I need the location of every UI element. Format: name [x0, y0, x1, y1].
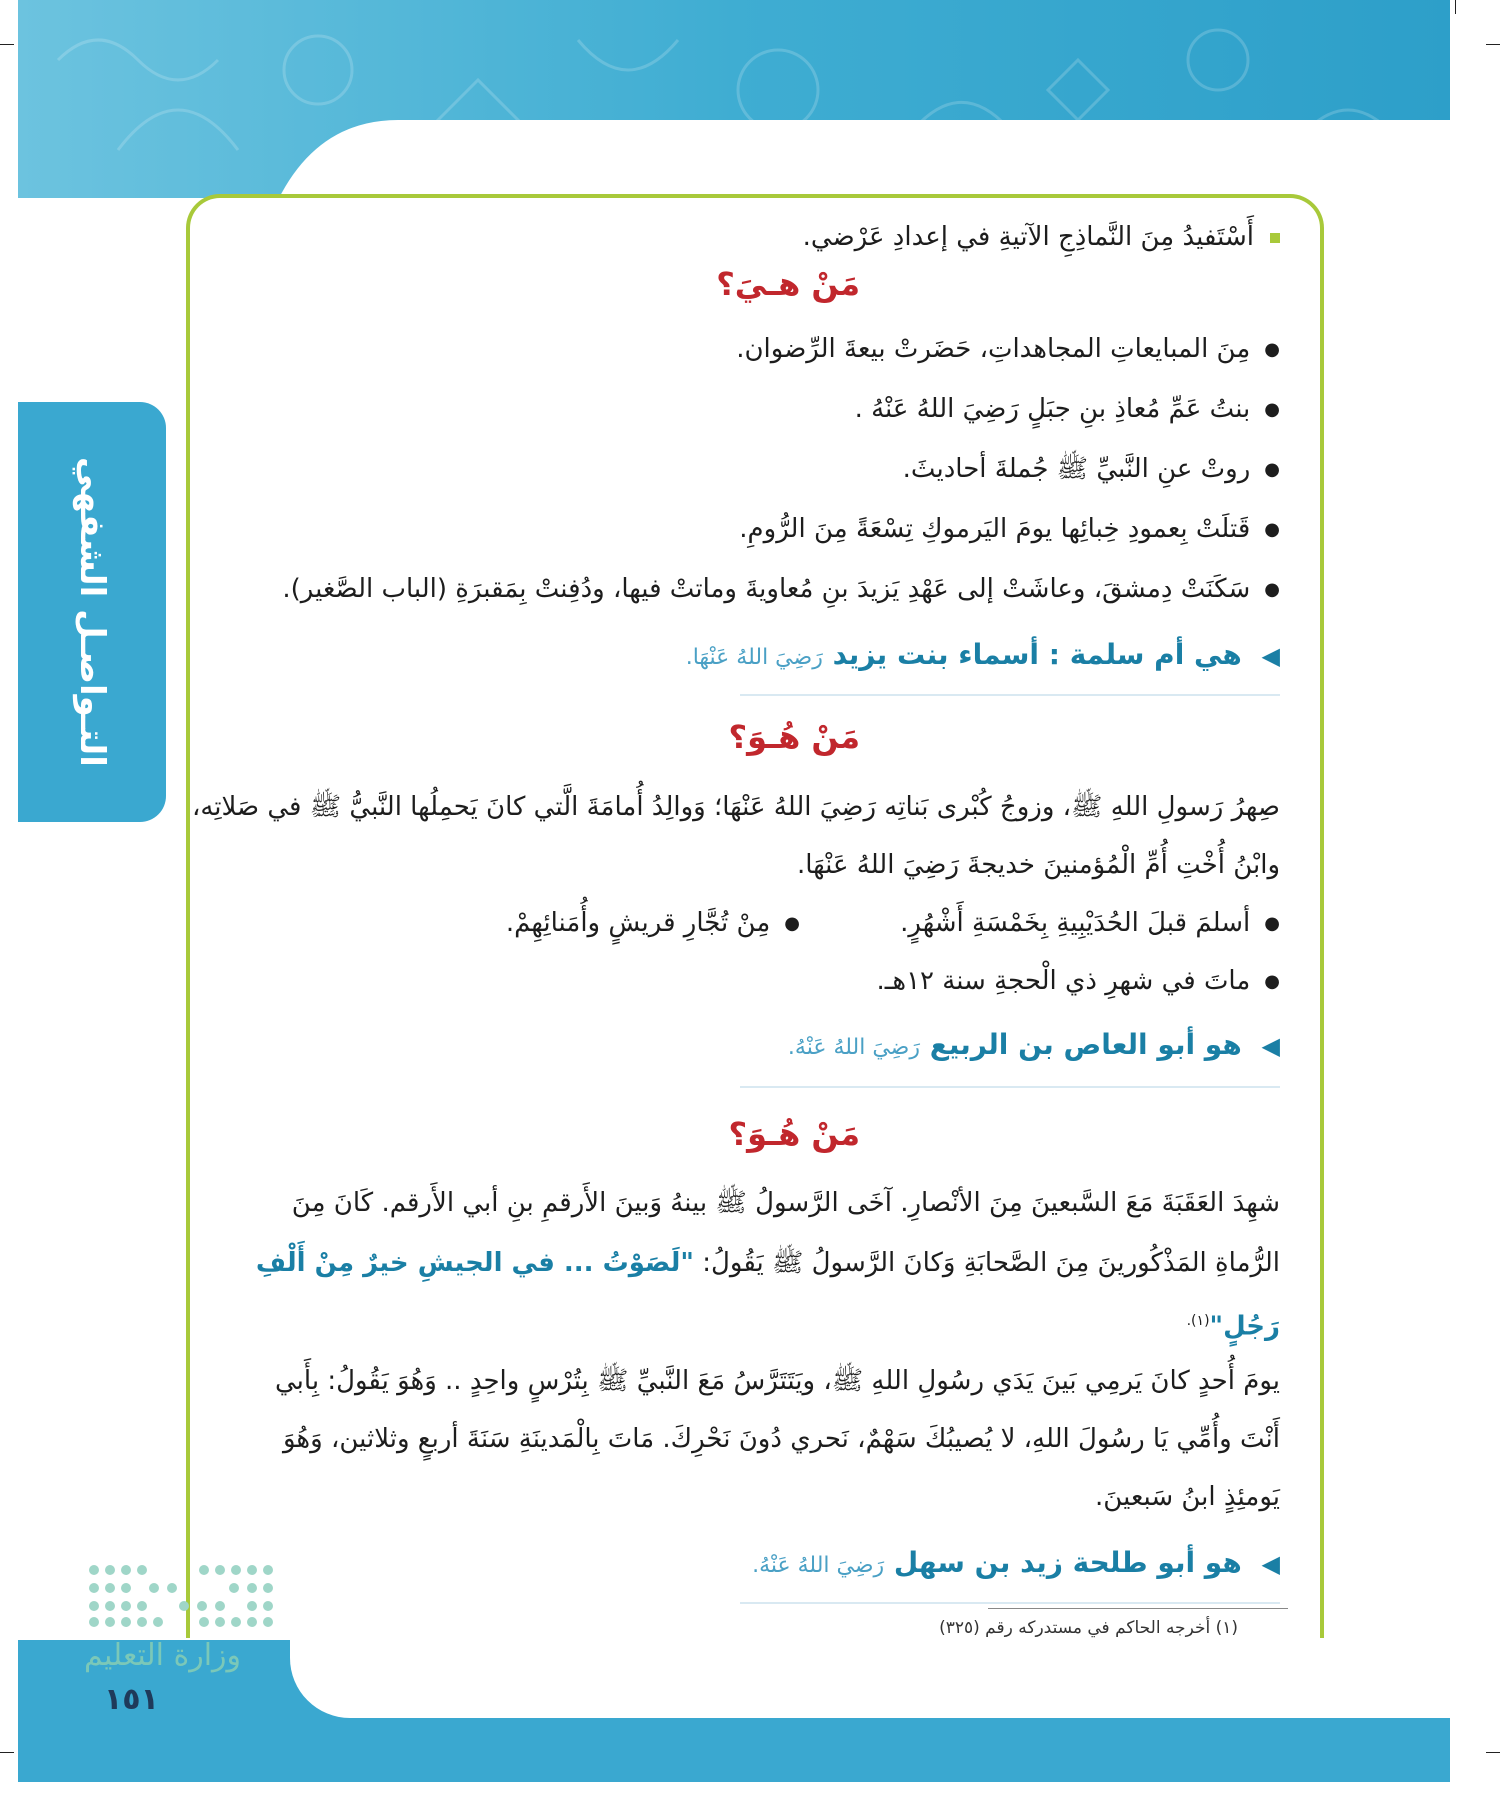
list-item: ● أسلمَ قبلَ الحُدَيْبِيةِ بِخَمْسَةِ أَشْهُرٍ.: [900, 906, 1280, 941]
list-item: ● مِنَ المبايعاتِ المجاهداتِ، حَضَرتْ بيعةَ الرِّضوان.: [736, 332, 1280, 367]
footnote-ref: (١).: [1186, 1313, 1210, 1329]
section2-heading: مَنْ هُـوَ؟: [728, 718, 860, 756]
hadith-quote: رَجُلٍ": [1209, 1311, 1280, 1342]
crop-mark: [1486, 44, 1500, 45]
divider: [740, 1602, 1280, 1604]
crop-mark: [1486, 1752, 1500, 1753]
section3-heading: مَنْ هُـوَ؟: [728, 1115, 860, 1153]
hadith-quote: "لَصَوْتُ ... في الجيشِ خيرٌ مِنْ أَلْفِ: [255, 1248, 694, 1278]
list-item: ● روتْ عنِ النَّبيِّ ﷺ جُملةَ أحاديثَ.: [903, 452, 1280, 487]
list-item: ● ماتَ في شهرِ ذي الْحجةِ سنة ١٢هـ.: [876, 964, 1280, 999]
list-item: ● مِنْ تُجَّارِ قريشٍ وأُمَنائِهِمْ.: [506, 906, 800, 941]
paragraph-line: [1187, 1304, 1280, 1344]
intro-text: أَسْتَفيدُ مِنَ النَّماذِجِ الآتيةِ في إعدادِ عَرْضي.: [803, 220, 1280, 254]
header-curve: [18, 120, 1450, 200]
paragraph-line: صِهرُ رَسولِ اللهِ ﷺ، وزوجُ كُبْرى بَناتِه رَضِيَ اللهُ عَنْهَا؛ وَوالِدُ أُمامَةَ الَّتي كانَ يَحمِلُها النَّبيُّ ﷺ في صَلاتِه،: [191, 792, 1280, 822]
footnote: (١) أخرجه الحاكم في مستدركه رقم (٣٢٥): [939, 1618, 1238, 1638]
paragraph-line: شهِدَ العَقَبَةَ مَعَ السَّبعينَ مِنَ الأنْصارِ. آخَى الرَّسولُ ﷺ بينهُ وَبينَ الأَرقمِ بنِ أبي الأَرقم. كَانَ مِنَ: [291, 1188, 1280, 1218]
crop-mark: [0, 44, 14, 45]
footnote-divider: [988, 1608, 1288, 1609]
divider: [740, 694, 1280, 696]
crop-mark: [1455, 0, 1456, 14]
paragraph-line: وابْنُ أُخْتِ أُمِّ الْمُؤمنينَ خديجةَ رَضِيَ اللهُ عَنْهَا.: [796, 850, 1280, 880]
ministry-logo-icon: [84, 1560, 274, 1630]
list-item: ● قَتلَتْ بِعمودِ خِبائِها يومَ اليَرموكِ تِسْعَةً مِنَ الرُّومِ.: [739, 512, 1280, 547]
chapter-label: التـواصـل الشفهي: [72, 457, 112, 767]
page-number: ١٥١: [104, 1682, 159, 1717]
section2-answer: ◀ هو أبو العاص بن الربيع رَضِيَ اللهُ عَنْهُ.: [788, 1028, 1280, 1061]
footer-curve: [290, 1640, 1450, 1718]
crop-mark: [0, 1752, 14, 1753]
paragraph-line: يَومئِذٍ ابنُ سَبعينَ.: [1095, 1482, 1280, 1512]
section3-answer: ◀ هو أبو طلحة زيد بن سهل رَضِيَ اللهُ عَنْهُ.: [752, 1546, 1280, 1579]
paragraph-line: الرُّماةِ المَذْكُورينَ مِنَ الصَّحابَةِ وَكانَ الرَّسولُ ﷺ يَقُولُ: "لَصَوْتُ ... في الجيشِ خيرٌ مِنْ أَلْفِ: [255, 1248, 1280, 1278]
paragraph-line: أَنْتَ وأُمِّي يَا رسُولَ اللهِ، لا يُصيبُكَ سَهْمٌ، نَحري دُونَ نَحْرِكَ. مَاتَ بِالْمَدينَةِ سَنَةَ أربعٍ وثلاثين، وَهُوَ: [283, 1424, 1280, 1454]
list-item: ● بنتُ عَمِّ مُعاذِ بنِ جبَلٍ رَضِيَ اللهُ عَنْهُ .: [855, 392, 1280, 427]
paragraph-line: يومَ أُحدٍ كانَ يَرمِي بَينَ يَدَي رسُولِ اللهِ ﷺ، ويَتَتَرَّسُ مَعَ النَّبيِّ ﷺ بِتُرْسٍ واحِدٍ .. وَهُوَ يَقُولُ: بِأَبي: [275, 1366, 1280, 1396]
ministry-logo-text: وزارة التعليم: [84, 1638, 242, 1673]
divider: [740, 1086, 1280, 1088]
list-item: ● سَكَنَتْ دِمشقَ، وعاشَتْ إلى عَهْدِ يَزيدَ بنِ مُعاويةَ وماتتْ فيها، ودُفِنتْ بِمَقبرَةِ (الباب الصَّغير).: [282, 572, 1280, 607]
chapter-side-tab: [18, 402, 166, 822]
section1-answer: ◀ هي أم سلمة : أسماء بنت يزيد رَضِيَ اللهُ عَنْهَا.: [686, 638, 1280, 671]
section1-heading: مَنْ هـيَ؟: [716, 265, 860, 303]
